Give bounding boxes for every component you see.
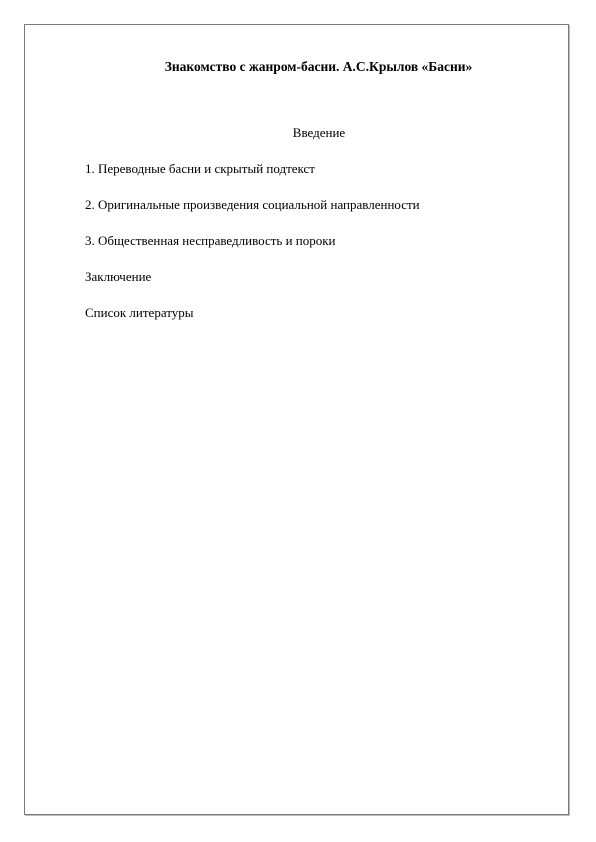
toc-item-bibliography: Список литературы: [85, 305, 194, 320]
toc-item-chapter-1: 1. Переводные басни и скрытый подтекст: [85, 161, 315, 176]
toc-item-introduction: Введение: [292, 125, 346, 140]
toc-item-chapter-3: 3. Общественная несправедливость и пороки: [85, 233, 336, 248]
document-title: Знакомство с жанром-басни. А.С.Крылов «Басни»: [164, 59, 473, 74]
table-of-contents: [85, 124, 545, 340]
toc-item-chapter-2: 2. Оригинальные произведения социальной направленности: [85, 197, 420, 212]
toc-item-conclusion: Заключение: [85, 269, 152, 284]
